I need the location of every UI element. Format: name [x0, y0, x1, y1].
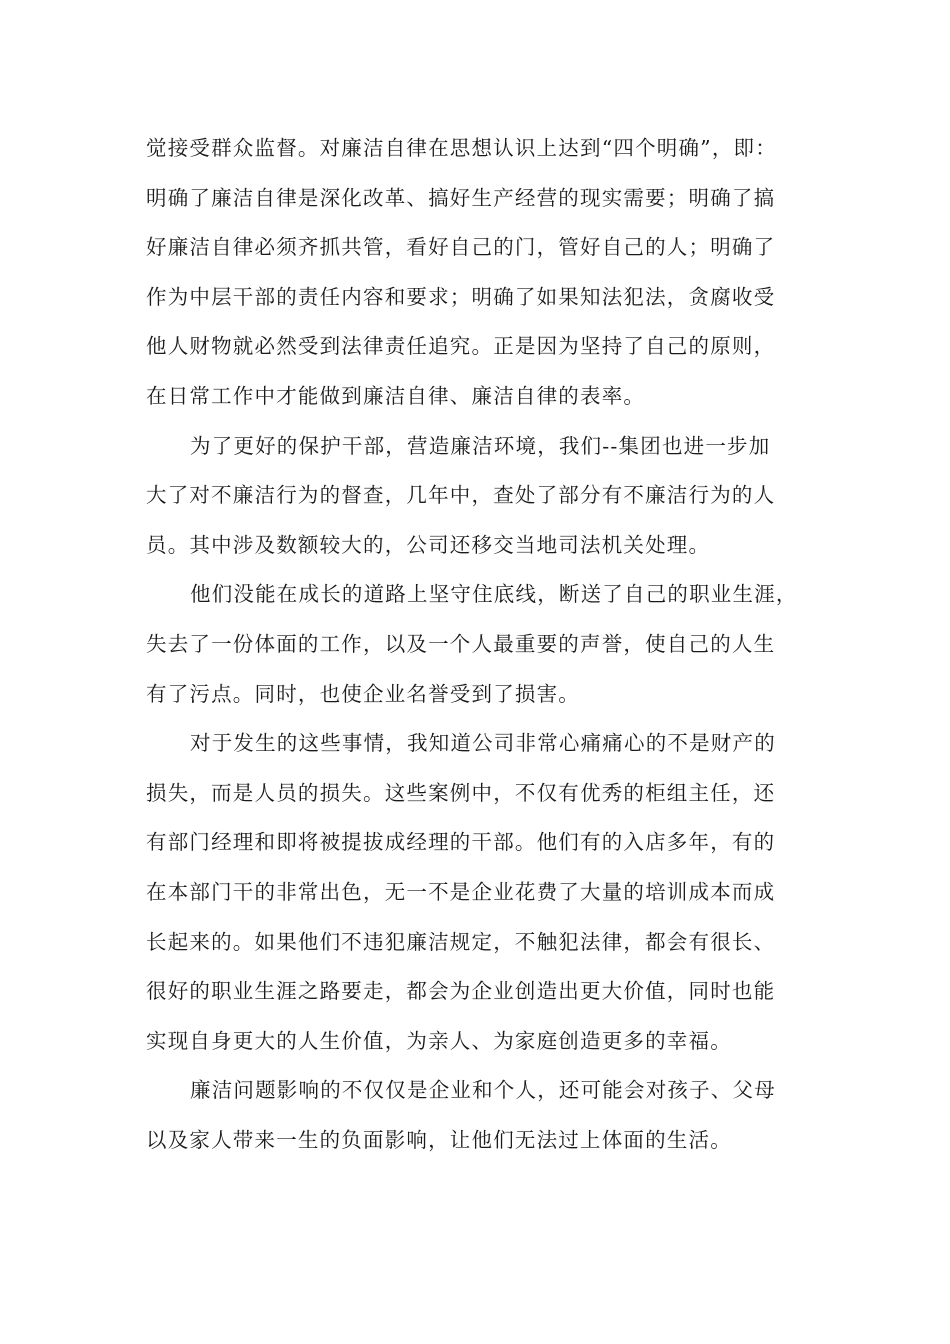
text-line: 有部门经理和即将被提拔成经理的干部。他们有的入店多年，有的: [146, 830, 776, 855]
text-line: 损失，而是人员的损失。这些案例中，不仅有优秀的柜组主任，还: [146, 780, 776, 805]
text-line: 他们没能在成长的道路上坚守住底线，断送了自己的职业生涯，: [190, 582, 798, 607]
text-line: 觉接受群众监督。对廉洁自律在思想认识上达到“四个明确”，即：: [146, 136, 777, 160]
text-line: 员。其中涉及数额较大的，公司还移交当地司法机关处理。: [146, 532, 711, 557]
text-line: 在本部门干的非常出色，无一不是企业花费了大量的培训成本而成: [146, 879, 776, 904]
text-line: 以及家人带来一生的负面影响，让他们无法过上体面的生活。: [146, 1127, 732, 1152]
document-body: [146, 128, 802, 1169]
paragraph-3: [146, 574, 802, 723]
text-line: 廉洁问题影响的不仅仅是企业和个人，还可能会对孩子、父母: [190, 1078, 776, 1103]
text-line: 有了污点。同时，也使企业名誉受到了损害。: [146, 681, 580, 706]
text-line: 实现自身更大的人生价值，为亲人、为家庭创造更多的幸福。: [146, 1028, 732, 1053]
text-line: 在日常工作中才能做到廉洁自律、廉洁自律的表率。: [146, 383, 646, 408]
text-line: 对于发生的这些事情，我知道公司非常心痛痛心的不是财产的: [190, 731, 776, 756]
text-line: 他人财物就必然受到法律责任追究。正是因为坚持了自己的原则，: [146, 334, 776, 359]
paragraph-4: [146, 723, 802, 1070]
text-line: 很好的职业生涯之路要走，都会为企业创造出更大价值，同时也能: [146, 979, 776, 1004]
text-line: 作为中层干部的责任内容和要求；明确了如果知法犯法，贪腐收受: [146, 284, 776, 309]
text-line: 长起来的。如果他们不违犯廉洁规定，不触犯法律，都会有很长、: [146, 929, 776, 954]
paragraph-1: [146, 128, 802, 426]
text-line: 好廉洁自律必须齐抓共管，看好自己的门，管好自己的人；明确了: [146, 235, 776, 260]
text-line: 明确了廉洁自律是深化改革、搞好生产经营的现实需要；明确了搞: [146, 185, 776, 210]
text-line: 为了更好的保护干部，营造廉洁环境，我们--集团也进一步加: [190, 433, 771, 458]
text-line: 失去了一份体面的工作，以及一个人最重要的声誉，使自己的人生: [146, 631, 776, 656]
paragraph-2: [146, 426, 802, 575]
text-line: 大了对不廉洁行为的督查，几年中，查处了部分有不廉洁行为的人: [146, 483, 776, 508]
paragraph-5: [146, 1070, 802, 1169]
